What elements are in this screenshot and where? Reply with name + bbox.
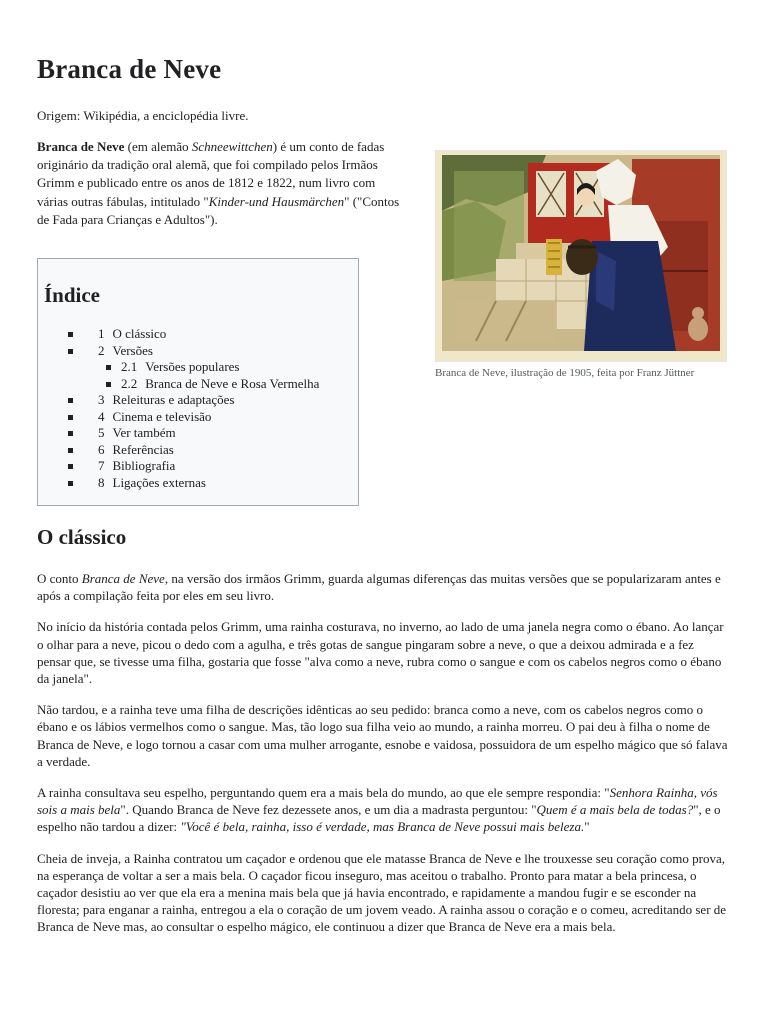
bullet-icon bbox=[68, 398, 73, 403]
text: ". Quando Branca de Neve fez dezessete anos, e um dia a madrasta perguntou: " bbox=[120, 802, 537, 818]
lead-text-1: (em alemão bbox=[124, 139, 192, 154]
figure-caption: Branca de Neve, ilustração de 1905, feita por Franz Jüttner bbox=[435, 367, 695, 379]
lead-german-title: Schneewittchen bbox=[191, 139, 273, 154]
lead-text-2: ) é um conto de fadas originário da tradição oral alemã, que foi compilado pelos Irmãos Grimm e publicado entre os anos de 1812 e 1822, num livro com várias outras fábulas, intitulado " bbox=[37, 139, 385, 209]
italic-text: Branca de Neve bbox=[81, 571, 165, 586]
paragraph: No início da história contada pelos Grimm, uma rainha costurava, no inverno, ao lado de uma janela negra como o ébano. Ao lançar o olhar para a neve, picou o dedo com a agulha, e três gotas de sangue pingaram sobre a neve, o que a deixou admirada e a fez pensar que, se tivesse uma filha, gostaria que fosse "alva como a neve, rubra como o sangue e com os cabelos negros como o ébano da janela". bbox=[37, 619, 724, 687]
bullet-icon bbox=[68, 481, 73, 486]
bullet-icon bbox=[68, 332, 73, 337]
page-title: Branca de Neve bbox=[37, 54, 222, 84]
bullet-icon bbox=[68, 415, 73, 420]
toc-number: 3 bbox=[98, 392, 105, 407]
toc-item[interactable] bbox=[38, 343, 358, 393]
lead-paragraph bbox=[37, 138, 401, 229]
text: O conto bbox=[37, 571, 82, 586]
toc-number: 6 bbox=[98, 441, 105, 457]
text: , na versão dos irmãos Grimm, guarda algumas diferenças das muitas versões que se popularizaram antes e após a compilação feita por eles em seu livro. bbox=[37, 571, 721, 604]
toc-label[interactable]: Referências bbox=[112, 441, 174, 457]
toc-subitem[interactable] bbox=[98, 359, 358, 376]
text: A rainha consultava seu espelho, perguntando quem era a mais bela do mundo, ao que ele sempre respondia: " bbox=[37, 785, 610, 801]
toc-number: 7 bbox=[98, 458, 105, 473]
section-heading: O clássico bbox=[37, 525, 127, 549]
toc-number: 2 bbox=[98, 342, 105, 358]
toc-label[interactable]: Cinema e televisão bbox=[112, 408, 212, 424]
toc-label[interactable]: Versões populares bbox=[145, 359, 240, 374]
text: " bbox=[584, 819, 590, 835]
bullet-icon bbox=[68, 448, 73, 453]
toc-item[interactable] bbox=[38, 409, 358, 426]
lead-bold-title: Branca de Neve bbox=[37, 139, 125, 154]
toc-item[interactable] bbox=[38, 475, 358, 492]
toc-item[interactable] bbox=[38, 442, 358, 459]
table-of-contents bbox=[37, 258, 359, 506]
paragraph bbox=[37, 570, 731, 604]
bullet-icon bbox=[68, 464, 73, 469]
bullet-icon bbox=[68, 431, 73, 436]
toc-number: 2.2 bbox=[121, 375, 138, 391]
bullet-icon bbox=[106, 382, 111, 387]
italic-text: "Você é bela, rainha, isso é verdade, mas Branca de Neve possui mais beleza. bbox=[180, 819, 585, 835]
paragraph bbox=[37, 784, 731, 836]
infobox-figure bbox=[435, 150, 727, 381]
toc-item[interactable] bbox=[38, 425, 358, 442]
toc-sublist bbox=[98, 359, 358, 392]
illustration-image[interactable] bbox=[435, 150, 727, 362]
toc-subitem[interactable] bbox=[98, 376, 358, 393]
toc-title: Índice bbox=[44, 283, 101, 307]
toc-item[interactable] bbox=[38, 326, 358, 343]
toc-number: 4 bbox=[98, 408, 105, 424]
origin-line: Origem: Wikipédia, a enciclopédia livre. bbox=[37, 108, 249, 123]
toc-label[interactable]: Releituras e adaptações bbox=[112, 392, 235, 407]
paragraph: Cheia de inveja, a Rainha contratou um caçador e ordenou que ele matasse Branca de Neve e lhe trouxesse seu coração como prova, na esperança de voltar a ser a mais bela. O caçador ficou inseguro, mas aceitou o trabalho. Pronto para matar a bela princesa, o caçador desistiu ao ver que ela era a menina mais bela que já havia encontrado, e rapidamente a mandou fugir e se esconder na floresta; para enganar a rainha, entregou a ela o coração de um jovem veado. A rainha assou o coração e o comeu, acreditando ser de Branca de Neve mas, ao consultar o espelho mágico, ele continuou a dizer que Branca de Neve era a mais bela. bbox=[37, 850, 727, 935]
paragraph: Não tardou, e a rainha teve uma filha de descrições idênticas ao seu pedido: branca como a neve, com os cabelos negros como o ébano e os lábios vermelhos como o sangue. Mas, tão logo sua filha veio ao mundo, a rainha morreu. O pai deu à filha o nome de Branca de Neve, e logo tornou a casar com uma mulher arrogante, esnobe e vaidosa, possuidora de um espelho mágico que só falava a verdade. bbox=[37, 702, 728, 769]
text: ", e o espelho não tardou a dizer: bbox=[37, 802, 721, 835]
toc-label[interactable]: Ligações externas bbox=[112, 474, 206, 490]
section-body bbox=[37, 570, 731, 950]
toc-list bbox=[38, 326, 358, 491]
toc-label[interactable]: O clássico bbox=[112, 326, 167, 341]
toc-number: 2.1 bbox=[121, 359, 138, 374]
lead-book-title: Kinder-und Hausmärchen bbox=[208, 193, 345, 209]
bullet-icon bbox=[68, 349, 73, 354]
toc-label[interactable]: Ver também bbox=[112, 425, 176, 440]
lead-text-3: " ("Contos de Fada para Crianças e Adultos"). bbox=[37, 193, 400, 227]
italic-text: Quem é a mais bela de todas? bbox=[536, 802, 694, 818]
toc-number: 1 bbox=[98, 326, 105, 341]
bullet-icon bbox=[106, 365, 111, 370]
toc-number: 5 bbox=[98, 425, 105, 440]
toc-label[interactable]: Versões bbox=[112, 342, 153, 358]
toc-number: 8 bbox=[98, 474, 105, 490]
italic-text: Senhora Rainha, vós sois a mais bela bbox=[37, 785, 718, 818]
toc-label[interactable]: Branca de Neve e Rosa Vermelha bbox=[145, 375, 320, 391]
toc-label[interactable]: Bibliografia bbox=[112, 458, 176, 473]
toc-item[interactable] bbox=[38, 458, 358, 475]
toc-item[interactable] bbox=[38, 392, 358, 409]
